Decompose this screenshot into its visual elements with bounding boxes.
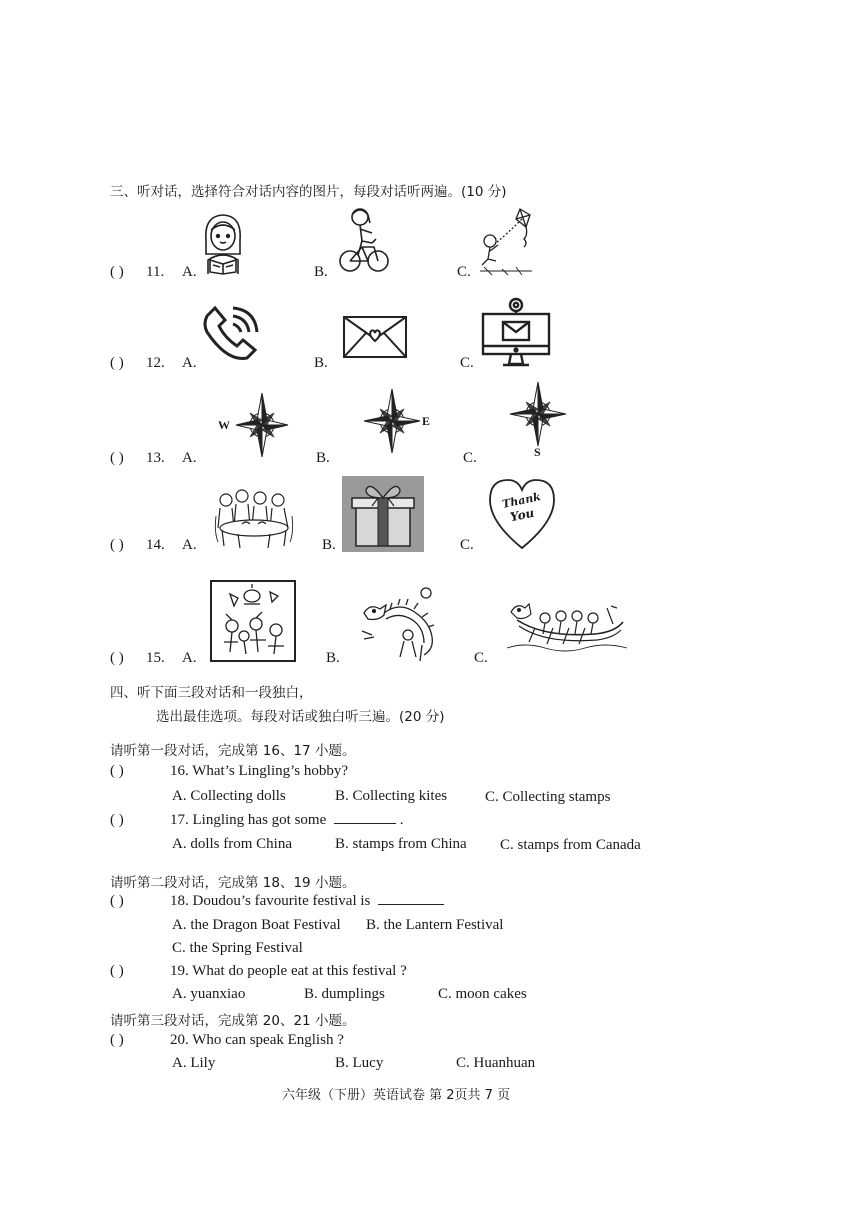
answer-paren-20[interactable]: ( ) <box>110 1032 124 1048</box>
answer-paren-12[interactable]: ( ) <box>110 355 124 371</box>
option-19a: A. yuanxiao <box>172 986 246 1002</box>
option-20c: C. Huanhuan <box>456 1055 536 1071</box>
answer-paren-17[interactable]: ( ) <box>110 812 124 828</box>
option-label-14c: C. <box>460 537 474 553</box>
option-20b: B. Lucy <box>335 1055 384 1071</box>
answer-paren-18[interactable]: ( ) <box>110 893 124 909</box>
compass-letter-s: S <box>534 445 541 459</box>
email-computer-icon <box>479 296 553 370</box>
option-20a: A. Lily <box>172 1055 216 1071</box>
option-19b: B. dumplings <box>304 986 385 1002</box>
answer-paren-11[interactable]: ( ) <box>110 264 124 280</box>
envelope-heart-icon <box>342 315 408 359</box>
girl-flying-kite-picture <box>472 205 538 277</box>
answer-blank-18[interactable] <box>378 904 444 905</box>
question-17-text <box>170 812 404 829</box>
option-label-11c: C. <box>457 264 471 280</box>
answer-paren-16[interactable]: ( ) <box>110 763 124 779</box>
compass-letter-e: E <box>422 414 431 428</box>
answer-paren-15[interactable]: ( ) <box>110 650 124 666</box>
option-label-12b: B. <box>314 355 328 371</box>
compass-south-picture <box>505 381 571 447</box>
question-number-12: 12. <box>146 355 165 371</box>
girl-riding-bike-picture <box>338 205 390 275</box>
answer-paren-13[interactable]: ( ) <box>110 450 124 466</box>
option-19c: C. moon cakes <box>438 986 527 1002</box>
option-label-14a: A. <box>182 537 197 553</box>
gift-box-picture <box>342 476 424 552</box>
page-footer: 六年级（下册）英语试卷 第 2页共 7 页 <box>282 1088 511 1103</box>
question-17-stem: 17. Lingling has got some <box>170 812 327 828</box>
thank-you-heart-picture <box>488 478 556 550</box>
answer-paren-19[interactable]: ( ) <box>110 963 124 979</box>
option-18a: A. the Dragon Boat Festival <box>172 917 341 933</box>
option-label-14b: B. <box>322 537 336 553</box>
dialog-2-intro: 请听第二段对话，完成第 18、19 小题。 <box>110 875 356 891</box>
thank-text: Thank <box>501 490 542 511</box>
option-17b: B. stamps from China <box>335 836 467 852</box>
option-label-12a: A. <box>182 355 197 371</box>
question-number-14: 14. <box>146 537 165 553</box>
dialog-3-intro: 请听第三段对话，完成第 20、21 小题。 <box>110 1013 356 1029</box>
option-18b: B. the Lantern Festival <box>366 917 504 933</box>
option-label-12c: C. <box>460 355 474 371</box>
option-label-15b: B. <box>326 650 340 666</box>
telephone-icon <box>197 302 263 368</box>
compass-east-picture <box>360 388 426 454</box>
girl-reading-book-picture <box>198 210 248 276</box>
option-label-11b: B. <box>314 264 328 280</box>
compass-letter-w: W <box>218 418 230 432</box>
option-label-13a: A. <box>182 450 197 466</box>
dialog-1-intro: 请听第一段对话，完成第 16、17 小题。 <box>110 743 356 759</box>
answer-paren-14[interactable]: ( ) <box>110 537 124 553</box>
option-label-13b: B. <box>316 450 330 466</box>
option-16a: A. Collecting dolls <box>172 788 286 804</box>
option-label-15c: C. <box>474 650 488 666</box>
question-17-end: . <box>399 812 404 828</box>
question-number-13: 13. <box>146 450 165 466</box>
question-19-text: 19. What do people eat at this festival ? <box>170 963 407 979</box>
option-18c: C. the Spring Festival <box>172 940 303 956</box>
family-party-picture <box>212 486 296 550</box>
option-label-15a: A. <box>182 650 197 666</box>
option-16c: C. Collecting stamps <box>485 789 611 805</box>
section-4-heading-line2: 选出最佳选项。每段对话或独白听三遍。(20 分) <box>156 709 445 725</box>
option-label-13c: C. <box>463 450 477 466</box>
question-number-11: 11. <box>146 264 165 280</box>
option-17c: C. stamps from Canada <box>500 837 641 853</box>
question-16-text: 16. What’s Lingling’s hobby? <box>170 763 349 779</box>
question-20-text: 20. Who can speak English ? <box>170 1032 344 1048</box>
section-3-heading: 三、听对话，选择符合对话内容的图片，每段对话听两遍。(10 分) <box>110 184 507 200</box>
you-text: You <box>508 505 536 525</box>
option-16b: B. Collecting kites <box>335 788 448 804</box>
option-label-11a: A. <box>182 264 197 280</box>
lantern-festival-picture <box>210 580 296 662</box>
dragon-boat-race-picture <box>505 598 629 654</box>
option-17a: A. dolls from China <box>172 836 292 852</box>
question-number-15: 15. <box>146 650 165 666</box>
section-4-heading-line1: 四、听下面三段对话和一段独白， <box>110 685 313 701</box>
dragon-dance-picture <box>360 583 446 663</box>
question-18-text <box>170 893 444 910</box>
question-18-stem: 18. Doudou’s favourite festival is <box>170 893 371 909</box>
answer-blank-17[interactable] <box>334 823 396 824</box>
